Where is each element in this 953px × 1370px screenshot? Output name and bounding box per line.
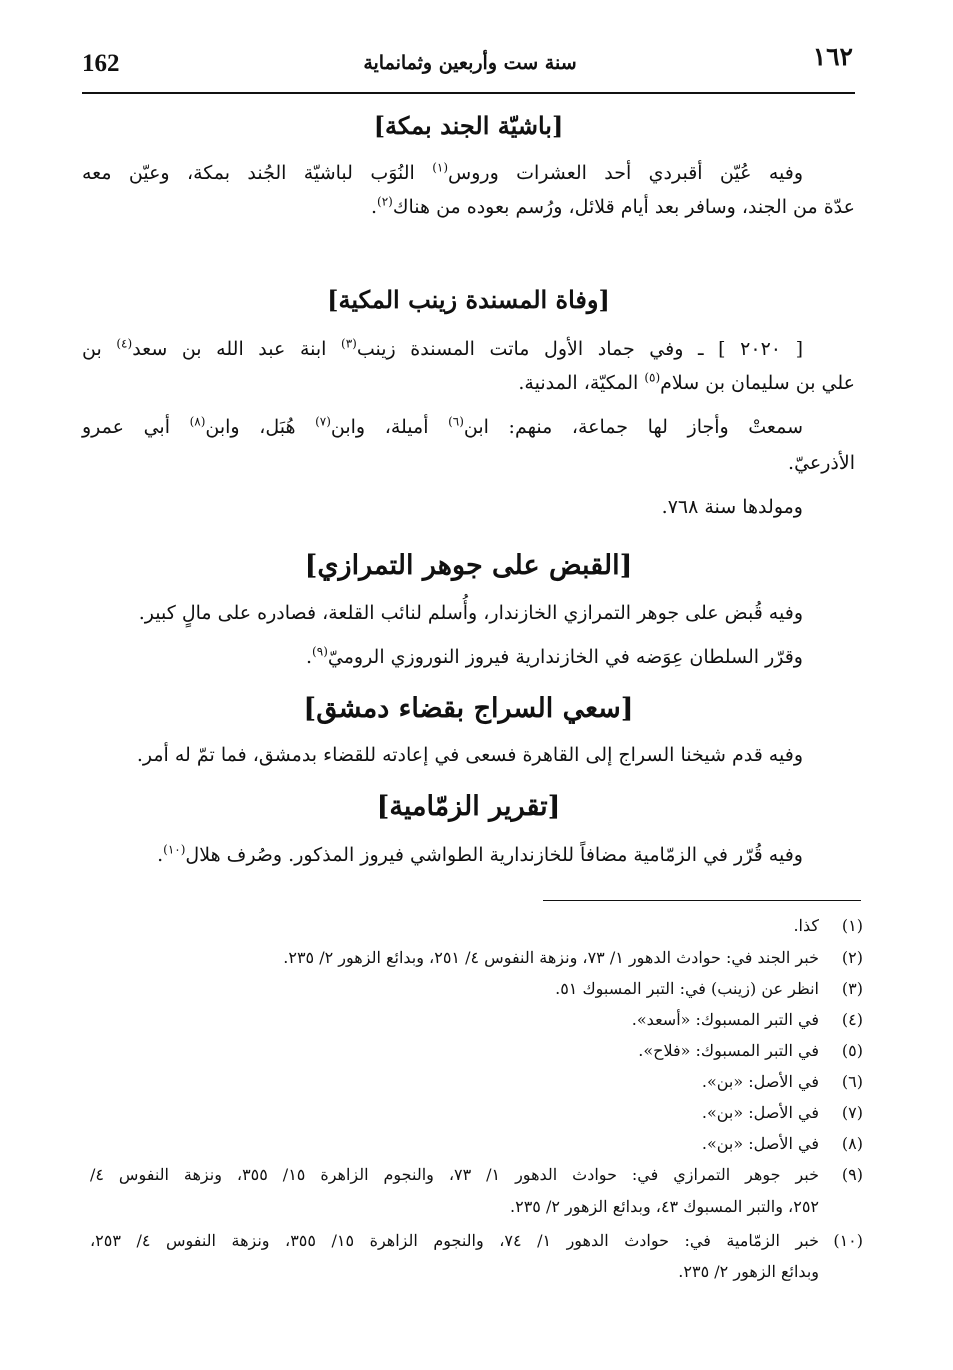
section-heading-jawhar: [القبض على جوهر التمرازي] (304, 550, 633, 581)
footnote-mark: (٨) (841, 1134, 863, 1153)
footnote-mark: (٩) (841, 1165, 863, 1184)
text-run: وفيه عُيّن أقبردي أحد العشرات وروس (448, 162, 804, 184)
footnote-rule (543, 900, 861, 901)
footnote-mark: (٧) (841, 1103, 863, 1122)
paragraph-line: وفيه قدم شيخنا السراج إلى القاهرة فسعى في إعادته للقضاء بدمشق، فما تمّ له أمر. (136, 744, 803, 766)
footnote (90, 1164, 863, 1186)
text-run: وقرّر السلطان عِوَضه في الخازندارية فيروز النوروزي الروميّ (327, 646, 803, 668)
footnote-text: خبر الجند في: حوادث الدهور ١/ ٧٣، ونزهة النفوس ٤/ ٢٥١، وبدائع الزهور ٢/ ٢٣٥. (283, 948, 819, 967)
footnote-ref: (٢) (377, 194, 393, 209)
paragraph-line: ومولدها سنة ٧٦٨. (661, 496, 803, 518)
footnote-ref: (٧) (315, 414, 331, 429)
footnote-continuation: وبدائع الزهور ٢/ ٢٣٥. (678, 1262, 819, 1281)
text-run: . (157, 844, 164, 866)
footnote-ref: (٦) (448, 414, 464, 429)
header-rule (82, 92, 855, 94)
footnote-mark: (٣) (841, 979, 863, 998)
footnote-mark: (٦) (841, 1072, 863, 1091)
footnote-text: في التبر المسبوك: «فلاح». (638, 1041, 819, 1060)
section-heading-jund-mecca: [باشيّة الجند بمكة] (373, 111, 564, 140)
footnote-ref: (١٠) (163, 842, 186, 857)
footnote-ref: (١) (432, 160, 449, 175)
paragraph-line (82, 842, 803, 868)
footnote-mark: (٤) (841, 1010, 863, 1029)
text-run: سمعتْ وأجاز لها جماعة، منهم: ابن (463, 416, 803, 438)
footnote (90, 1230, 863, 1252)
footnote-text: انظر عن (زينب) في: التبر المسبوك ٥١. (555, 979, 819, 998)
paragraph-line: الأذرعيّ. (788, 452, 855, 474)
paragraph-line (82, 644, 803, 670)
footnote-ref: (٣) (341, 336, 357, 351)
text-run: وفيه قُرّر في الزمّامية مضافاً للخازندارية الطواشي فيروز المذكور. وصُرف هلال (185, 844, 803, 866)
paragraph-line: وفيه قُبض على جوهر التمرازي الخازندار، وأُسلم لنائب القلعة، فصادره على مالٍ كبير. (138, 602, 803, 624)
footnote (90, 915, 863, 937)
text-run: عدّة من الجند، وسافر بعد أيام قلائل، ورُسم بعوده من هناك (392, 196, 855, 218)
paragraph-line (82, 414, 803, 440)
footnote-ref: (٥) (644, 370, 661, 385)
footnote-mark: (٥) (841, 1041, 863, 1060)
paragraph-line (82, 370, 855, 396)
paragraph-line (82, 194, 855, 220)
footnote-text: في الأصل: «بن». (701, 1103, 819, 1122)
footnote (90, 1102, 863, 1124)
text-run: علي بن سليمان بن سلام (660, 372, 855, 394)
running-title: سنة ست وأربعين وثمانماية (363, 52, 577, 74)
footnote (90, 1040, 863, 1062)
footnote (90, 1009, 863, 1031)
text-run: ابنة عبد الله بن سعد (132, 338, 327, 360)
paragraph-line (82, 336, 803, 362)
paragraph-line (82, 160, 803, 186)
footnote (90, 1071, 863, 1093)
section-heading-zaynab: [وفاة المسندة زينب المكية] (327, 285, 610, 314)
footnote-mark: (٢) (841, 948, 863, 967)
text-run: [ ٢٠٢٠ ] ـ وفي جماد الأول ماتت المسندة زينب (356, 338, 803, 360)
footnote-ref: (٩) (312, 644, 328, 659)
footnote-text: كذا. (793, 916, 819, 935)
footnote-text: في الأصل: «بن». (701, 1072, 819, 1091)
footnote-ref: (٤) (116, 336, 133, 351)
footnote-text: خبر الزمّامية في: حوادث الدهور ١/ ٧٤، والنجوم الزاهرة ١٥/ ٣٥٥، ونزهة النفوس ٤/ ٢٥٣، (90, 1231, 820, 1250)
footnote (90, 947, 863, 969)
footnote-mark: (١٠) (833, 1231, 863, 1250)
text-run: النُوَب لباشيّة الجُند بمكة، وعيّن معه (82, 162, 415, 184)
text-run: . (370, 196, 378, 218)
section-heading-zimamiya: [تقرير الزمّامية] (376, 791, 561, 822)
footnote-text: خبر جوهر التمرازي في: حوادث الدهور ١/ ٧٣، والنجوم الزاهرة ١٥/ ٣٥٥، ونزهة النفوس ٤/ (90, 1165, 820, 1184)
footnote-mark: (١) (841, 916, 863, 935)
text-run: هُبَل، وابن (205, 416, 296, 438)
footnote-continuation: ٢٥٢، والتبر المسبوك ٤٣، وبدائع الزهور ٢/ ٢٣٥. (510, 1197, 819, 1216)
footnote (90, 1133, 863, 1155)
text-run: بن (82, 338, 102, 360)
text-run: . (306, 646, 313, 668)
text-run: أبي عمرو (82, 416, 170, 438)
footnote (90, 978, 863, 1000)
text-run: المكيّة، المدنية. (518, 372, 639, 394)
text-run: أميلة، وابن (330, 416, 429, 438)
footnote-ref: (٨) (189, 414, 206, 429)
page-number-latin: 162 (82, 50, 120, 77)
footnote-text: في الأصل: «بن». (701, 1134, 819, 1153)
footnote-text: في التبر المسبوك: «أسعد». (631, 1010, 819, 1029)
section-heading-siraj: [سعي السراج بقضاء دمشق] (303, 693, 634, 724)
page-number-arabic: ١٦٢ (812, 42, 853, 71)
